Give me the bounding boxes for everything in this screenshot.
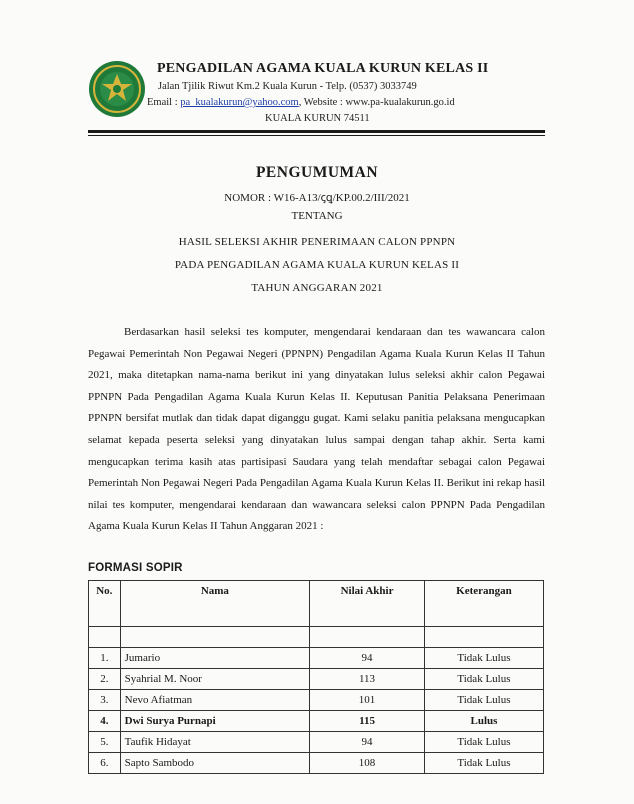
table-row xyxy=(89,669,544,690)
row-number: 4. xyxy=(89,711,121,732)
spacer-cell xyxy=(120,627,309,648)
table-header-row xyxy=(89,581,544,627)
subject-line: PADA PENGADILAN AGAMA KUALA KURUN KELAS II xyxy=(174,259,460,271)
final-score: 101 xyxy=(310,690,425,711)
spacer-cell xyxy=(310,627,425,648)
final-score: 94 xyxy=(310,732,425,753)
candidate-name: Jumario xyxy=(120,648,309,669)
email-link[interactable]: pa_kualakurun@yahoo.com xyxy=(180,97,299,108)
announcement-number: NOMOR : W16-A13/ꞔꝗ/KP.00.2/III/2021 xyxy=(224,192,410,204)
spacer-cell xyxy=(424,627,543,648)
results-table xyxy=(88,580,544,774)
letterhead-rule-thin xyxy=(88,135,545,136)
row-number: 6. xyxy=(89,753,121,774)
announcement-about: TENTANG xyxy=(291,210,343,222)
table-row xyxy=(89,732,544,753)
final-score: 108 xyxy=(310,753,425,774)
row-number: 2. xyxy=(89,669,121,690)
row-number: 5. xyxy=(89,732,121,753)
row-number: 1. xyxy=(89,648,121,669)
table-row xyxy=(89,690,544,711)
table-row-passed xyxy=(89,711,544,732)
email-label: Email : xyxy=(147,97,181,108)
contact-line xyxy=(147,97,455,108)
candidate-name: Sapto Sambodo xyxy=(120,753,309,774)
result-status: Lulus xyxy=(424,711,543,732)
result-status: Tidak Lulus xyxy=(424,753,543,774)
result-status: Tidak Lulus xyxy=(424,690,543,711)
final-score: 115 xyxy=(310,711,425,732)
column-header-nilai: Nilai Akhir xyxy=(310,581,425,627)
letterhead-rule-thick xyxy=(88,130,545,133)
institution-city: KUALA KURUN 74511 xyxy=(265,113,370,124)
announcement-title: PENGUMUMAN xyxy=(255,164,379,181)
final-score: 113 xyxy=(310,669,425,690)
column-header-nama: Nama xyxy=(120,581,309,627)
table-row xyxy=(89,753,544,774)
result-status: Tidak Lulus xyxy=(424,648,543,669)
spacer-cell xyxy=(89,627,121,648)
column-header-keterangan: Keterangan xyxy=(424,581,543,627)
result-status: Tidak Lulus xyxy=(424,732,543,753)
subject-line: TAHUN ANGGARAN 2021 xyxy=(251,282,383,294)
result-status: Tidak Lulus xyxy=(424,669,543,690)
row-number: 3. xyxy=(89,690,121,711)
website-text: , Website : www.pa-kualakurun.go.id xyxy=(298,97,455,108)
court-emblem-icon xyxy=(88,58,146,120)
institution-address: Jalan Tjilik Riwut Km.2 Kuala Kurun - Telp. (0537) 3033749 xyxy=(158,81,417,92)
section-title: FORMASI SOPIR xyxy=(88,562,183,574)
table-spacer-row xyxy=(89,627,544,648)
candidate-name: Taufik Hidayat xyxy=(120,732,309,753)
candidate-name: Syahrial M. Noor xyxy=(120,669,309,690)
institution-name: PENGADILAN AGAMA KUALA KURUN KELAS II xyxy=(157,61,489,76)
candidate-name: Nevo Afiatman xyxy=(120,690,309,711)
subject-line: HASIL SELEKSI AKHIR PENERIMAAN CALON PPNPN xyxy=(178,236,456,248)
column-header-no: No. xyxy=(89,581,121,627)
table-row xyxy=(89,648,544,669)
announcement-body: Berdasarkan hasil seleksi tes komputer, mengendarai kendaraan dan tes wawancara calon Pegawai Pemerintah Non Pegawai Negeri (PPNPN) Pengadilan Agama Kuala Kurun Kelas II Tahun 2021, maka ditetapkan nama-nama berikut ini yang dinyatakan lulus seleksi akhir calon Pegawai PPNPN Pada Pengadilan Agama Kuala Kurun Kelas II. Keputusan Panitia Pelaksana Penerimaan PPNPN bersifat mutlak dan tidak dapat diganggu gugat. Kami selaku panitia pelaksana mengucapkan selamat kepada peserta seleksi yang dinyatakan lulus sampai dengan tahap akhir. Serta kami mengucapkan terima kasih atas partisipasi Saudara yang telah mendaftar sebagai calon Pegawai Pemerintah Non Pegawai Negeri Pada Pengadilan Agama Kuala Kurun Kelas II. Berikut ini rekap hasil nilai tes komputer, mengendarai kendaraan dan wawancara seleksi calon PPNPN Pada Pengadilan Agama Kuala Kurun Kelas II Tahun Anggaran 2021 : xyxy=(88,326,545,533)
candidate-name: Dwi Surya Purnapi xyxy=(120,711,309,732)
final-score: 94 xyxy=(310,648,425,669)
